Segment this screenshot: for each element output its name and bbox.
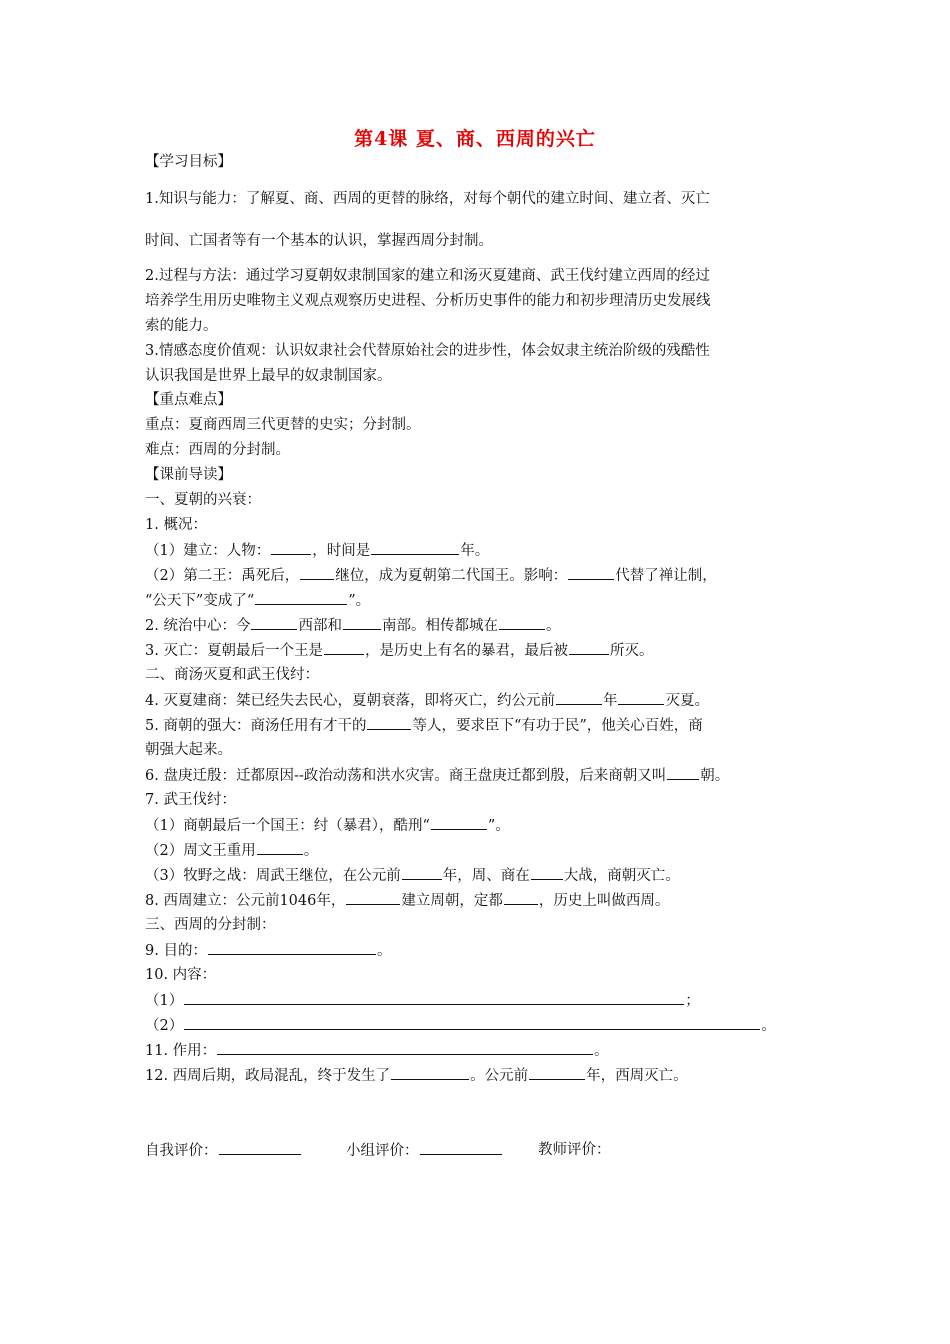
question-7-1: （1）商朝最后一个国王：纣（暴君），酷刑“ ”。	[145, 815, 510, 836]
blank[interactable]	[184, 990, 684, 1005]
blank[interactable]	[667, 765, 699, 780]
blank[interactable]	[257, 840, 303, 855]
objective-1-line-1: 1.知识与能力：了解夏、商、西周的更替的脉络，对每个朝代的建立时间、建立者、灭亡	[145, 191, 710, 207]
blank[interactable]	[529, 1065, 585, 1080]
blank[interactable]	[420, 1140, 502, 1155]
blank[interactable]	[251, 615, 297, 630]
objective-2-line-3: 索的能力。	[145, 318, 218, 334]
part3-heading: 三、西周的分封制：	[145, 917, 276, 933]
blank[interactable]	[556, 690, 602, 705]
objective-3-line-1: 3.情感态度价值观：认识奴隶社会代替原始社会的进步性，体会奴隶主统治阶级的残酷性	[145, 343, 710, 359]
question-10-1: （1） ；	[145, 990, 700, 1011]
part1-heading: 一、夏朝的兴衰：	[145, 492, 261, 508]
blank[interactable]	[431, 815, 487, 830]
key-difficulty: 难点：西周的分封制。	[145, 442, 290, 458]
blank[interactable]	[300, 565, 334, 580]
question-7-3: （3）牧野之战：周武王继位，在公元前 年，周、商在 大战，商朝灭亡。	[145, 865, 680, 886]
blank[interactable]	[504, 890, 538, 905]
question-11: 11. 作用： 。	[145, 1040, 609, 1061]
blank[interactable]	[371, 540, 459, 555]
blank[interactable]	[255, 590, 347, 605]
question-1: 1. 概况：	[145, 517, 207, 533]
section-heading-objectives: 【学习目标】	[145, 154, 232, 170]
question-6: 6. 盘庚迁殷：迁都原因--政治动荡和洪水灾害。商王盘庚迁都到殷，后来商朝又叫 朝。	[145, 765, 729, 786]
objective-1-line-2: 时间、亡国者等有一个基本的认识，掌握西周分封制。	[145, 233, 493, 249]
page-title: 第4课 夏、商、西周的兴亡	[354, 128, 596, 150]
blank[interactable]	[324, 640, 364, 655]
blank[interactable]	[618, 690, 664, 705]
section-heading-key-points: 【重点难点】	[145, 392, 232, 408]
blank[interactable]	[184, 1015, 760, 1030]
question-4: 4. 灭夏建商：桀已经失去民心，夏朝衰落，即将灭亡，约公元前 年 灭夏。	[145, 690, 709, 711]
question-10-2: （2） 。	[145, 1015, 776, 1036]
blank[interactable]	[531, 865, 563, 880]
question-5-cont: 朝强大起来。	[145, 742, 232, 758]
blank[interactable]	[208, 940, 376, 955]
question-3: 3. 灭亡：夏朝最后一个王是 ，是历史上有名的暴君，最后被 所灭。	[145, 640, 653, 661]
question-7: 7. 武王伐纣：	[145, 792, 236, 808]
blank[interactable]	[402, 865, 442, 880]
blank[interactable]	[568, 565, 614, 580]
objective-2-line-1: 2.过程与方法：通过学习夏朝奴隶制国家的建立和汤灭夏建商、武王伐纣建立西周的经过	[145, 268, 710, 284]
objective-2-line-2: 培养学生用历史唯物主义观点观察历史进程、分析历史事件的能力和初步理清历史发展线	[145, 293, 711, 309]
question-1-2-cont: “公天下”变成了“ ”。	[145, 590, 370, 611]
blank[interactable]	[217, 1040, 593, 1055]
question-10: 10. 内容：	[145, 967, 217, 983]
section-heading-preview: 【课前导读】	[145, 467, 232, 483]
evaluation-group: 小组评价：	[346, 1140, 503, 1161]
blank[interactable]	[367, 715, 411, 730]
question-1-1: （1）建立：人物： ，时间是 年。	[145, 540, 489, 561]
question-1-2: （2）第二王：禹死后， 继位，成为夏朝第二代国王。影响： 代替了禅让制，	[145, 565, 717, 586]
blank[interactable]	[499, 615, 545, 630]
blank[interactable]	[271, 540, 311, 555]
question-5: 5. 商朝的强大：商汤任用有才干的 等人，要求臣下“有功于民”，他关心百姓，商	[145, 715, 703, 736]
question-12: 12. 西周后期，政局混乱，终于发生了 。公元前 年，西周灭亡。	[145, 1065, 688, 1086]
objective-3-line-2: 认识我国是世界上最早的奴隶制国家。	[145, 368, 392, 384]
blank[interactable]	[346, 890, 400, 905]
evaluation-teacher: 教师评价：	[538, 1142, 611, 1158]
question-9: 9. 目的： 。	[145, 940, 391, 961]
evaluation-self: 自我评价：	[145, 1140, 302, 1161]
part2-heading: 二、商汤灭夏和武王伐纣：	[145, 667, 319, 683]
question-8: 8. 西周建立：公元前1046年， 建立周朝，定都 ，历史上叫做西周。	[145, 890, 669, 911]
blank[interactable]	[391, 1065, 469, 1080]
question-2: 2. 统治中心：今 西部和 南部。相传都城在 。	[145, 615, 560, 636]
question-7-2: （2）周文王重用 。	[145, 840, 318, 861]
blank[interactable]	[343, 615, 381, 630]
blank[interactable]	[569, 640, 609, 655]
blank[interactable]	[219, 1140, 301, 1155]
key-focus: 重点：夏商西周三代更替的史实；分封制。	[145, 417, 421, 433]
